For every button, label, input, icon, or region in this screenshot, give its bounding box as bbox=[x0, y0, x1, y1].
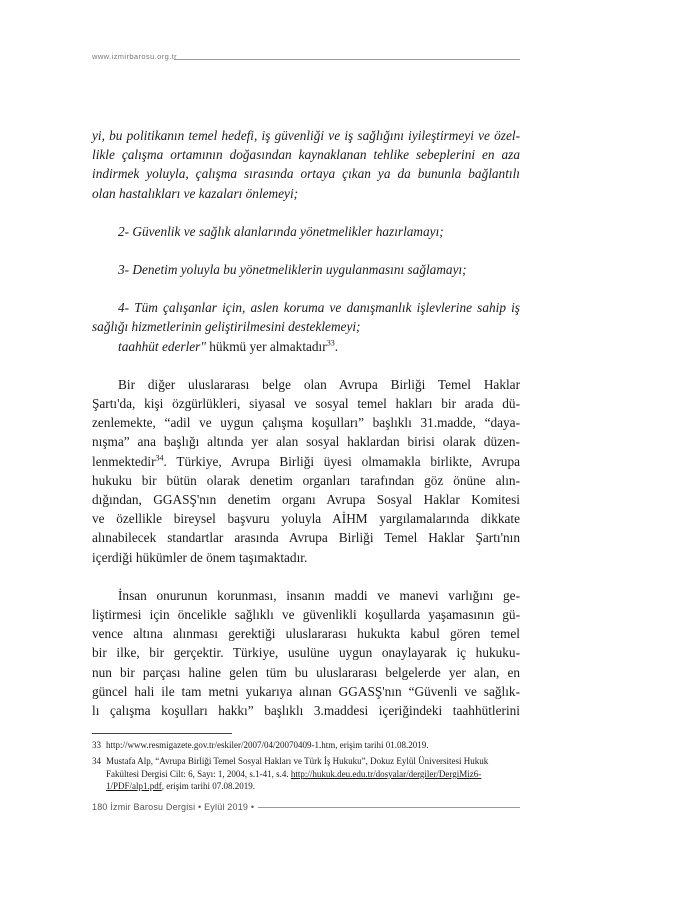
text-line: olan hastalıkları ve kazaları önlemeyi; bbox=[92, 185, 299, 201]
line-start: lenmektedir bbox=[92, 453, 156, 469]
paragraph-2 bbox=[92, 375, 520, 567]
closing-text: hükmü yer almaktadır bbox=[205, 338, 327, 354]
quote-item-4-line1: 4- Tüm çalışanlar için, aslen koruma ve danışmanlık işlevlerine sahip iş bbox=[118, 300, 520, 316]
text-line: alınabilecek standartlar arasında Avrupa Birliği Temel Haklar Şartı'nın bbox=[92, 530, 520, 546]
header-rule bbox=[174, 59, 520, 60]
footnote-text-end: , erişim tarihi 07.08.2019. bbox=[161, 781, 256, 792]
footnote-link[interactable]: http://hukuk.deu.edu.tr/dosyalar/dergiler/DergiMiz6-1/PDF/alp1.pdf bbox=[106, 768, 482, 792]
closing-end: . bbox=[334, 338, 339, 354]
quote-paragraph-1 bbox=[92, 126, 520, 203]
text-line: yi, bu politikanın temel hedefi, iş güvenliği ve iş sağlığını iyileştirmeyi ve özel- bbox=[92, 128, 520, 143]
header-url: www.izmirbarosu.org.tr bbox=[92, 52, 178, 61]
text-line: lı çalışma koşulları hakkı” başlıklı 3.maddesi içeriğindeki taahhütlerini bbox=[92, 703, 520, 719]
footnote-number: 33 bbox=[92, 740, 101, 750]
footnote-33 bbox=[92, 739, 520, 751]
text-line: hukuku bir bütün olarak denetim organları tarafından göz önüne alın- bbox=[92, 472, 520, 488]
quote-item-2: 2- Güvenlik ve sağlık alanlarında yönetmelikler hazırlamayı; bbox=[118, 223, 444, 239]
quote-item-3: 3- Denetim yoluyla bu yönetmeliklerin uygulanmasını sağlamayı; bbox=[118, 262, 467, 278]
text-line: güncel hali ile tam metni yukarıya alınan GGASŞ'nın “Güvenli ve sağlık- bbox=[92, 683, 520, 699]
text-line: Şartı'da, kişi özgürlükleri, siyasal ve sosyal temel hakları bir arada dü- bbox=[92, 396, 520, 412]
footnote-text: http://www.resmigazete.gov.tr/eskiler/2007/04/20070409-1.htm, erişim tarihi 01.08.2019. bbox=[106, 740, 429, 750]
text-line: bir ilke, bir gerçektir. Türkiye, usulüne uygun onaylayarak iç hukuku- bbox=[92, 645, 520, 661]
footnotes bbox=[92, 739, 520, 797]
text-line bbox=[92, 452, 520, 471]
page-header bbox=[92, 52, 520, 68]
text-line: İnsan onurunun korunması, insanın maddi ve manevi varlığını ge- bbox=[118, 587, 520, 603]
footnote-34 bbox=[92, 755, 520, 792]
text-line: indirmek yoluyla, çalışma sırasında ortaya çıkan ya da bununla bağlantılı bbox=[92, 166, 520, 182]
footer-text: 180 İzmir Barosu Dergisi • Eylül 2019 • bbox=[92, 802, 258, 812]
footnote-number: 34 bbox=[92, 756, 101, 767]
text-line: vence altına alınması gerektiği uluslararası hukukta kabul gören temel bbox=[92, 626, 520, 642]
quote-closing bbox=[92, 337, 520, 356]
footnote-ref-34[interactable]: 34 bbox=[155, 453, 164, 463]
closing-italic: taahhüt ederler" bbox=[118, 338, 206, 354]
footnote-text: Mustafa Alp, “Avrupa Birliği Temel Sosyal Hakları ve Türk İş Hukuku”, Dokuz Eylül Üniversitesi Hukuk Fakültesi Dergisi Cilt: 6, Sayı: 1, 2004, s.1-41, s.4. bbox=[106, 756, 489, 779]
text-line: likle çalışma ortamının doğasından kaynaklanan tehlike sebeplerini en aza bbox=[92, 147, 520, 163]
footnote-ref-33[interactable]: 33 bbox=[326, 338, 335, 348]
text-line: nun bir parçası haline gelen tüm bu uluslararası belgelerde yer alan, en bbox=[92, 664, 520, 680]
text-line: dığından, GGASŞ'nın denetim organı Avrupa Sosyal Haklar Komitesi bbox=[92, 492, 520, 508]
text-line: zenlemekte, “adil ve uygun çalışma koşulları” başlıklı 31.madde, “daya- bbox=[92, 415, 520, 431]
text-line: Bir diğer uluslararası belge olan Avrupa Birliği Temel Haklar bbox=[118, 376, 520, 392]
text-line: ve özellikle bireysel başvuru yoluyla AİHM yargılamalarında dikkate bbox=[92, 511, 520, 527]
paragraph-3 bbox=[92, 586, 520, 720]
line-end: Avrupa Birliği üyesi olmamakla birlikte, Avrupa bbox=[230, 453, 520, 469]
text-line: içerdiği hükümler de önem taşımaktadır. bbox=[92, 549, 308, 565]
article-body bbox=[92, 126, 520, 720]
text-line: nışma” ana başlığı altında yer alan sosyal haklardan birisi olarak düzen- bbox=[92, 434, 520, 450]
quote-item-4-line2: sağlığı hizmetlerinin geliştirilmesini desteklemeyi; bbox=[92, 319, 361, 335]
footnote-separator bbox=[92, 733, 232, 734]
line-mid: . Türkiye, bbox=[163, 453, 231, 469]
text-line: liştirmesi için öncelikle sağlıklı ve güvenlikli koşullarda yaşamasının gü- bbox=[92, 607, 520, 623]
page-footer bbox=[92, 801, 520, 817]
